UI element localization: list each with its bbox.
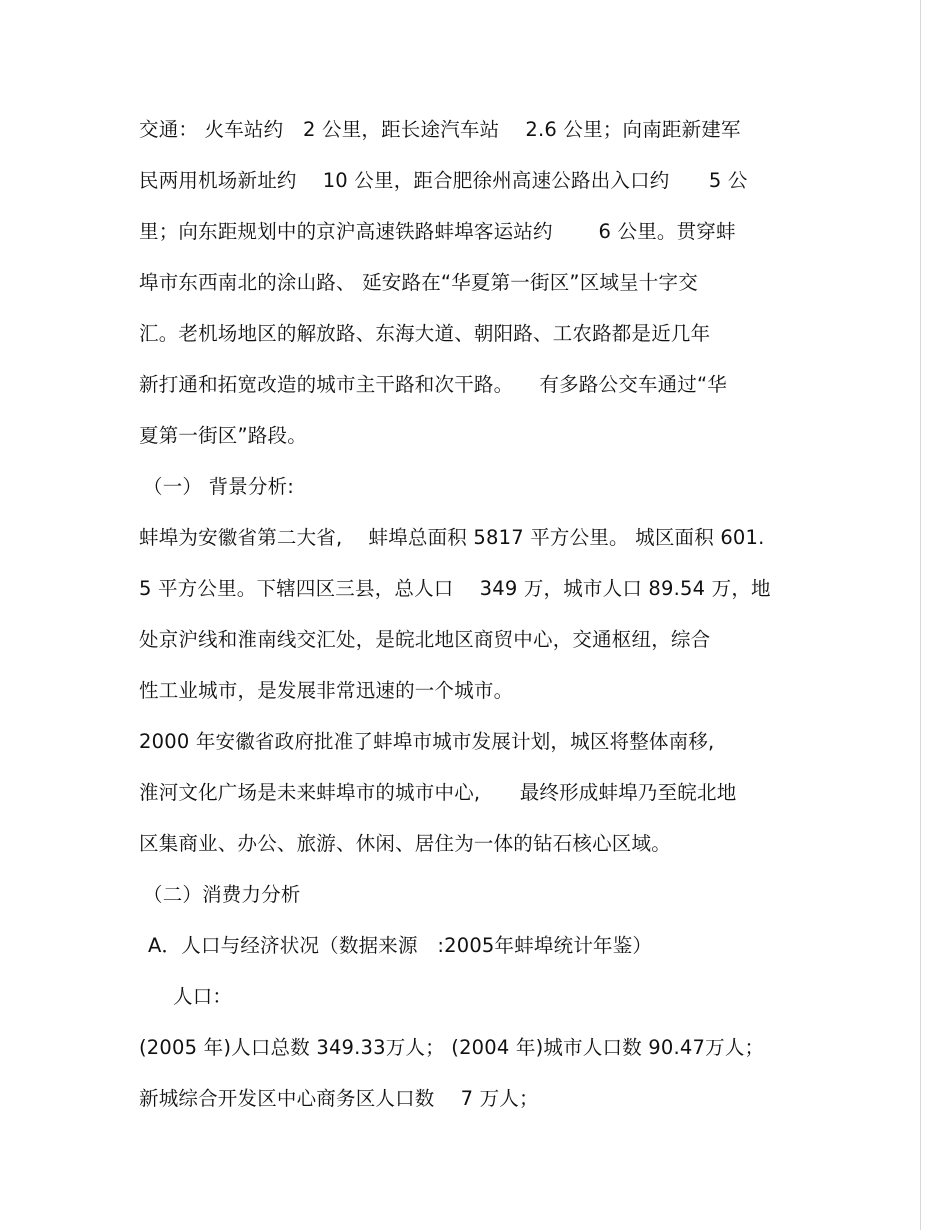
subsection-heading-population: A．人口与经济状况（数据来源 :2005年蚌埠统计年鉴） (148, 934, 653, 957)
text-line-1: 交通： 火车站约 2 公里，距长途汽车站 2.6 公里；向南距新建军 (139, 118, 741, 141)
text-line-4: 埠市东西南北的涂山路、 延安路在“华夏第一街区”区域呈十字交 (139, 271, 698, 294)
text-line-7: 夏第一街区”路段。 (139, 424, 307, 447)
text-line-15: 区集商业、办公、旅游、休闲、居住为一体的钻石核心区域。 (139, 832, 671, 855)
text-line-11: 处京沪线和淮南线交汇处，是皖北地区商贸中心，交通枢纽，综合 (139, 628, 711, 651)
text-line-14: 淮河文化广场是未来蚌埠市的城市中心, 最终形成蚌埠乃至皖北地 (139, 781, 737, 804)
population-label: 人口： (173, 985, 233, 1008)
page-margin (921, 0, 950, 1230)
text-line-2: 民两用机场新址约 10 公里，距合肥徐州高速公路出入口约 5 公 (139, 169, 748, 192)
text-line-19: (2005 年)人口总数 349.33万人； (2004 年)城市人口数 90.47万人； (139, 1036, 765, 1059)
text-line-6: 新打通和拓宽改造的城市主干路和次干路。 有多路公交车通过“华 (139, 373, 728, 396)
text-line-10: 5 平方公里。下辖四区三县，总人口 349 万，城市人口 89.54 万，地 (139, 577, 771, 600)
document-body (139, 104, 839, 1124)
text-line-20: 新城综合开发区中心商务区人口数 7 万人； (139, 1087, 539, 1110)
text-line-13: 2000 年安徽省政府批准了蚌埠市城市发展计划，城区将整体南移, (139, 730, 715, 753)
text-line-12: 性工业城市，是发展非常迅速的一个城市。 (139, 679, 514, 702)
text-line-5: 汇。老机场地区的解放路、东海大道、朝阳路、工农路都是近几年 (139, 322, 711, 345)
text-line-3: 里；向东距规划中的京沪高速铁路蚌埠客运站约 6 公里。贯穿蚌 (139, 220, 736, 243)
section-heading-consumption: （二）消费力分析 (143, 883, 301, 906)
section-heading-background: （一） 背景分析: (143, 475, 295, 498)
text-line-9: 蚌埠为安徽省第二大省, 蚌埠总面积 5817 平方公里。 城区面积 601. (139, 526, 765, 549)
